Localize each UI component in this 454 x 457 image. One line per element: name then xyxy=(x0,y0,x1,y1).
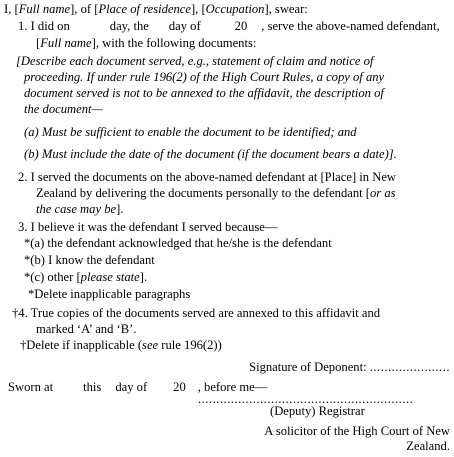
place-placeholder: Place of residence xyxy=(98,2,191,16)
sworn-year-20: 20 xyxy=(173,380,186,394)
describe-line-1: [Describe each document served, e.g., statement of claim and notice of xyxy=(16,54,374,68)
p1-full-name-placeholder: Full name xyxy=(40,36,92,50)
signature-dots: ...................... xyxy=(369,360,450,374)
sworn-day-of: day of xyxy=(115,380,148,394)
describe-line-3: document served is not to be annexed to the affidavit, the description of xyxy=(24,86,384,100)
full-name-placeholder: Full name xyxy=(18,2,71,16)
p1-year-20: 20 xyxy=(234,19,248,33)
describe-line-2: proceeding. If under rule 196(2) of the High Court Rules, a copy of any xyxy=(24,70,385,84)
paragraph-1-line-1 xyxy=(18,19,440,34)
p3-end: ]. xyxy=(139,270,148,284)
describe-item-a: (a) Must be sufficient to enable the document to be identified; and xyxy=(24,125,357,139)
paragraph-3-line-1: 3. I believe it was the defendant I served because— xyxy=(18,220,278,234)
sworn-at: Sworn at xyxy=(8,380,54,394)
p4-rule: rule 196(2)) xyxy=(158,338,222,352)
p2-or-as: or as xyxy=(369,186,396,200)
p2-delivering-text: Zealand by delivering the documents personally to the defendant [ xyxy=(36,186,370,200)
p4-see: see xyxy=(142,338,159,352)
occupation-placeholder: Occupation xyxy=(205,2,265,16)
solicitor-line-1: A solicitor of the High Court of New xyxy=(264,424,450,438)
sworn-before-me: , before me— xyxy=(197,380,268,394)
signature-label: Signature of Deponent: xyxy=(249,360,367,374)
paragraph-4-line-1: †4. True copies of the documents served are annexed to this affidavit and xyxy=(12,306,381,320)
paragraph-2-line-3 xyxy=(36,202,123,217)
intro-text-3: ], [ xyxy=(190,2,206,16)
p4-note-text: †Delete if inapplicable ( xyxy=(20,338,143,352)
registrar-signature-dots: ........................................................... xyxy=(198,392,414,406)
paragraph-3-item-a: *(a) the defendant acknowledged that he/she is the defendant xyxy=(24,236,332,250)
paragraph-3-item-b: *(b) I know the defendant xyxy=(24,253,155,267)
p1-day-of: day of xyxy=(168,19,201,33)
p1-bracket: [ xyxy=(36,36,41,50)
paragraph-4-line-2: marked ‘A’ and ‘B’. xyxy=(36,322,137,336)
p1-day-the: day, the xyxy=(109,19,149,33)
p1-following-docs: ], with the following documents: xyxy=(91,36,257,50)
intro-text-4: ], swear: xyxy=(264,2,308,16)
paragraph-2-line-2 xyxy=(36,186,396,201)
p1-serve-text: , serve the above-named defendant, xyxy=(261,19,440,33)
intro-line xyxy=(4,2,308,17)
delete-paragraphs-note: *Delete inapplicable paragraphs xyxy=(28,287,191,301)
signature-line xyxy=(249,360,450,375)
p3-other: *(c) other [ xyxy=(24,270,81,284)
solicitor-line-2: Zealand. xyxy=(406,439,450,453)
p3-please-state: please state xyxy=(80,270,140,284)
intro-text-2: ], of [ xyxy=(70,2,99,16)
delete-if-inapplicable-note xyxy=(20,338,222,353)
describe-line-4: the document— xyxy=(24,102,103,116)
p1-did-on: 1. I did on xyxy=(18,19,70,33)
paragraph-1-line-2 xyxy=(36,36,256,51)
describe-item-b: (b) Must include the date of the document (if the document bears a date)]. xyxy=(24,147,397,161)
paragraph-2-line-1: 2. I served the documents on the above-named defendant at [Place] in New xyxy=(18,170,397,184)
intro-text-1: I, [ xyxy=(4,2,19,16)
p2-end: ]. xyxy=(116,202,124,216)
sworn-this: this xyxy=(83,380,102,394)
registrar-title: (Deputy) Registrar xyxy=(270,404,365,418)
p2-case-may-be: the case may be xyxy=(36,202,117,216)
paragraph-3-item-c xyxy=(24,270,147,285)
